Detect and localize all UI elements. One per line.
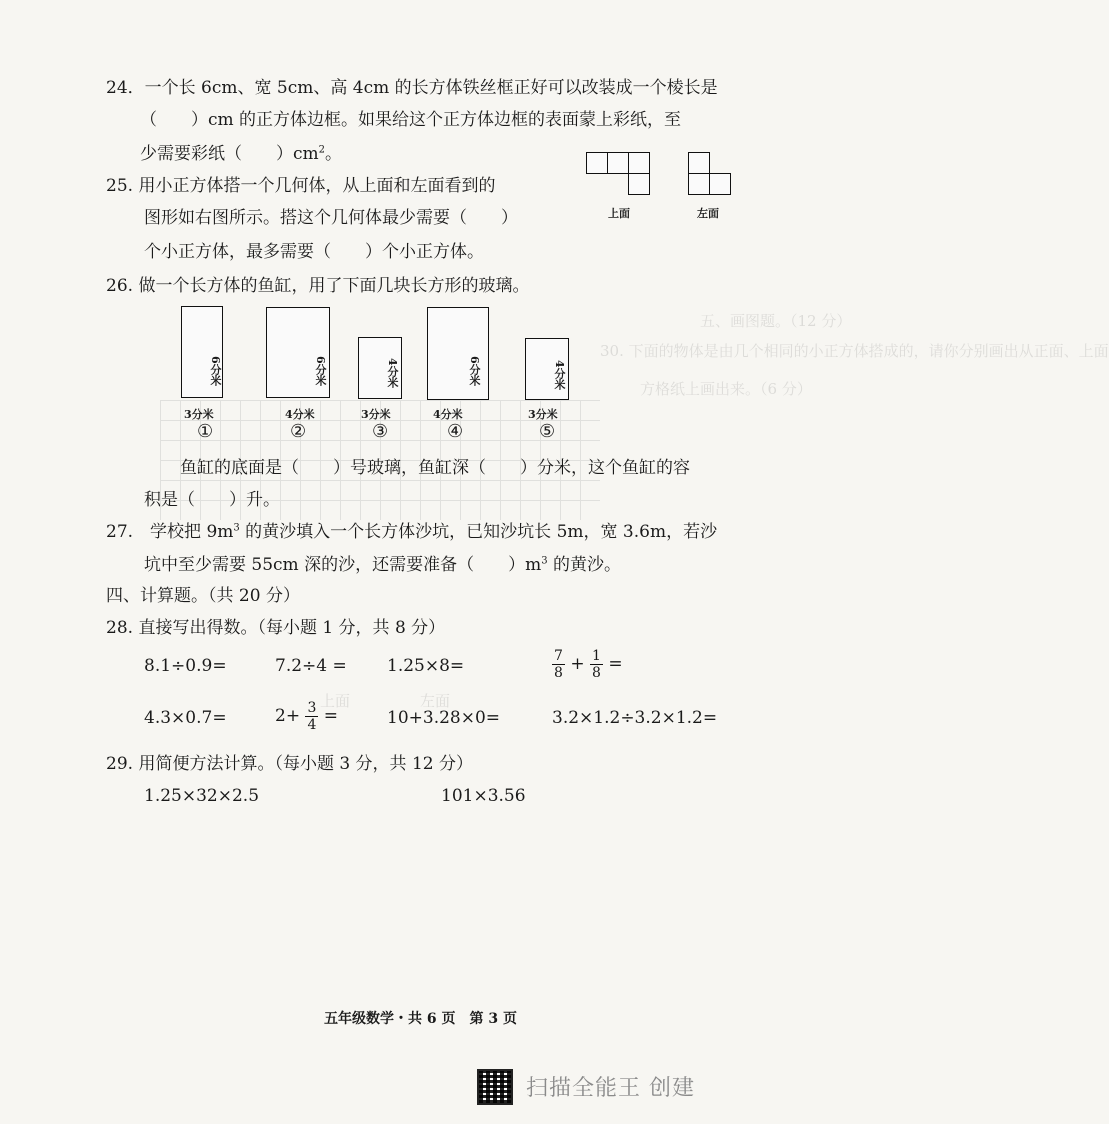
ghost-text: 左面 [420, 692, 451, 710]
q24-line3: 少需要彩纸（ ）$cm^2$。 [140, 144, 343, 164]
glass-height-label: 6分米 [468, 356, 481, 386]
glass-width-label: 4分米 [433, 408, 463, 421]
glass-panel-4 [427, 307, 489, 400]
calc-item: 8.1÷0.9= [144, 656, 227, 676]
glass-width-label: 3分米 [361, 408, 391, 421]
glass-number: ① [197, 421, 214, 442]
q26-line3: 积是（ ）升。 [144, 490, 280, 510]
glass-width-label: 4分米 [285, 408, 315, 421]
calc-item: 3.2×1.2÷3.2×1.2= [552, 708, 718, 728]
glass-number: ⑤ [539, 421, 556, 442]
qr-code-icon [477, 1069, 513, 1105]
q25-line2: 图形如右图所示。搭这个几何体最少需要（ ） [144, 208, 518, 228]
glass-height-label: 4分米 [386, 358, 399, 388]
section-title: 四、计算题。（共 20 分） [106, 586, 300, 606]
glass-width-label: 3分米 [528, 408, 558, 421]
calc-item-fraction: $\frac{7}{8}$ + $\frac{1}{8}$ = [554, 648, 623, 681]
calc-item: 1.25×32×2.5 [144, 786, 260, 806]
q25-line1: 25. 用小正方体搭一个几何体，从上面和左面看到的 [106, 176, 496, 196]
calc-item: 101×3.56 [441, 786, 526, 806]
calc-item: 7.2÷4 = [275, 656, 347, 676]
calc-item: 1.25×8= [387, 656, 465, 676]
ghost-text: 方格纸上画出来。（6 分） [640, 380, 812, 398]
calc-item-fraction: 2+ $\frac{3}{4}$ = [275, 700, 339, 733]
q26-line1: 26. 做一个长方体的鱼缸，用了下面几块长方形的玻璃。 [106, 276, 530, 296]
left-view-label: 左面 [697, 207, 719, 220]
page-footer: 五年级数学・共 6 页 第 3 页 [324, 1011, 517, 1027]
q27-line2: 坑中至少需要 55cm 深的沙，还需要准备（ ）$m^3$ 的黄沙。 [144, 555, 621, 575]
glass-height-label: 6分米 [314, 356, 327, 386]
glass-width-label: 3分米 [184, 408, 214, 421]
ghost-text: 30. 下面的物体是由几个相同的小正方体搭成的，请你分别画出从正面、上面 [600, 342, 1109, 360]
q24-line1: 24．一个长 6cm、宽 5cm、高 4cm 的长方体铁丝框正好可以改装成一个棱长是 [106, 78, 718, 98]
glass-number: ④ [447, 421, 464, 442]
q27-line1: 27. 学校把 $9m^3$ 的黄沙填入一个长方体沙坑，已知沙坑长 5m，宽 3.6m，若沙 [106, 522, 718, 542]
ghost-text: 上面 [320, 692, 351, 710]
q26-line2: 鱼缸的底面是（ ）号玻璃，鱼缸深（ ）分米，这个鱼缸的容 [180, 458, 690, 478]
calc-item: 4.3×0.7= [144, 708, 227, 728]
q28-title: 28. 直接写出得数。（每小题 1 分，共 8 分） [106, 618, 446, 638]
q24-line2: （ ）cm 的正方体边框。如果给这个正方体边框的表面蒙上彩纸，至 [140, 110, 682, 130]
q29-title: 29. 用简便方法计算。（每小题 3 分，共 12 分） [106, 754, 474, 774]
top-view-label: 上面 [608, 207, 630, 220]
glass-height-label: 4分米 [553, 360, 566, 390]
q25-line3: 个小正方体，最多需要（ ）个小正方体。 [144, 242, 484, 262]
scanner-watermark: 扫描全能王 创建 [526, 1076, 695, 1101]
calc-item: 10+3.28×0= [387, 708, 501, 728]
glass-height-label: 6分米 [209, 356, 222, 386]
ghost-text: 五、画图题。（12 分） [700, 312, 852, 330]
glass-number: ② [290, 421, 307, 442]
glass-number: ③ [372, 421, 389, 442]
